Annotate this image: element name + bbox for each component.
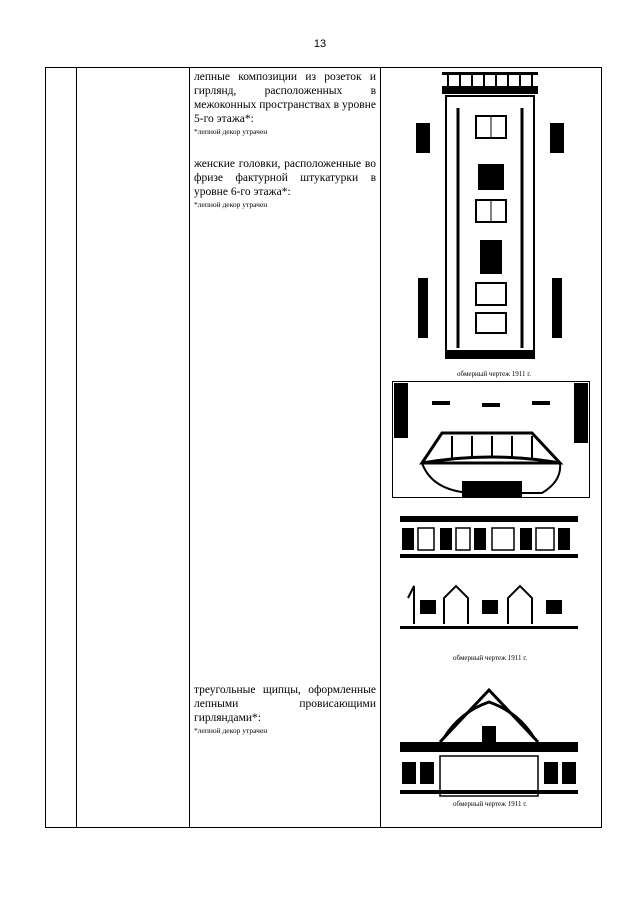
drawing2-caption: обмерный чертеж 1911 г. — [452, 654, 528, 662]
item-rosettes-note: *лепной декор утрачен — [194, 127, 268, 136]
number-cell — [46, 68, 77, 828]
balcony-photo — [392, 381, 590, 498]
gable-drawing — [400, 672, 578, 798]
item-female-heads-text: женские головки, расположенные во фризе фактурной штукатурки в уровне 6-го этажа*: — [194, 158, 376, 198]
item-gables — [194, 683, 376, 736]
frieze-drawing — [400, 516, 578, 646]
drawing1-caption: обмерный чертеж 1911 г. — [456, 370, 532, 378]
drawing3-caption: обмерный чертеж 1911 г. — [452, 800, 528, 808]
item-rosettes-text: лепные композиции из розеток и гирлянд, расположенных в межоконных пространствах в уровне 5-го этажа*: — [194, 71, 376, 125]
facade-bay-drawing — [410, 68, 570, 370]
name-cell — [77, 68, 190, 828]
item-rosettes — [194, 70, 376, 137]
item-gables-note: *лепной декор утрачен — [194, 726, 268, 735]
item-female-heads-note: *лепной декор утрачен — [194, 200, 268, 209]
item-female-heads — [194, 157, 376, 210]
item-gables-text: треугольные щипцы, оформленные лепными провисающими гирляндами*: — [194, 684, 376, 724]
page-number: 13 — [313, 38, 327, 50]
